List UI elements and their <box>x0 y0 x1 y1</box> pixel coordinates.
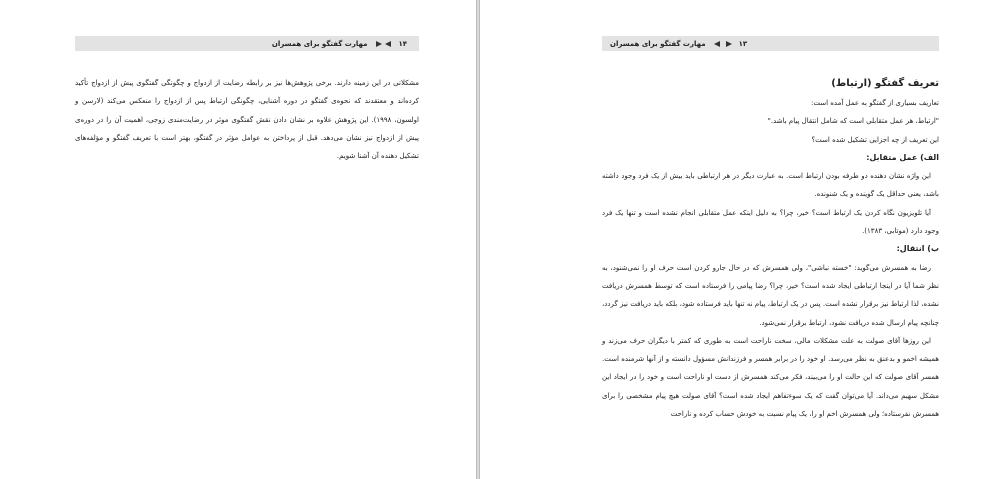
right-running-header <box>602 36 939 51</box>
intro-line: "ارتباط، هر عمل متقابلی است که شامل انتقال پیام باشد." <box>767 117 939 126</box>
left-running-header <box>75 36 419 51</box>
left-paragraph: مشکلاتی در این زمینه دارند. برخی پژوهش‌ها نیز بر رابطه رضایت از ازدواج و چگونگی گفتگوی پیش از ازدواج تأکید کرده‌اند و معتقدند که نحوه‌ی گفتگو در دوره آشنایی، چگونگی ارتباط پس از ازدواج را منعکس می‌کند (لارسن و اولسون، ۱۹۹۸). این پژوهش علاوه بر نشان دادن نقش گفتگوی موثر در رضایت‌مندی زوجی، اهمیت آن را در دوره‌ی پیش از ازدواج نیز نشان می‌دهد. قبل از پرداختن به عوامل مؤثر در گفتگو، بهتر است با تعریف گفتگو و مؤلفه‌های تشکیل دهنده آن آشنا شویم. <box>75 79 419 161</box>
header-arrow-icon <box>714 41 720 47</box>
right-page-number: ۱۳ <box>738 39 748 48</box>
left-header-title: مهارت گفتگو برای همسران <box>271 39 368 48</box>
subheading-b: ب) انتقال: <box>896 244 939 254</box>
intro-line: این تعریف از چه اجزایی تشکیل شده است؟ <box>811 135 939 144</box>
header-arrow-icon <box>726 41 732 47</box>
paragraph-b1: رضا به همسرش می‌گوید: "خسته نباشی"، ولی همسرش که در حال جارو کردن است حرف او را نمی‌شنود، به نظر شما آیا در اینجا ارتباطی ایجاد شده است؟ خیر، چرا؟ رضا پیامی را فرستاده است که توسط همسرش دریافت نشده، لذا ارتباط نیز برقرار نشده است. پس در یک ارتباط، پیام نه تنها باید فرستاده شود، بلکه باید دریافت نیز گردد، چنانچه پیام ارسال شده دریافت نشود، ارتباط برقرار نمی‌شود. <box>602 263 939 327</box>
intro-line: تعاریف بسیاری از گفتگو به عمل آمده است: <box>810 99 939 107</box>
left-page <box>0 0 476 479</box>
right-page <box>480 0 987 479</box>
header-arrow-icon <box>385 41 391 47</box>
paragraph-a1: این واژه نشان دهنده دو طرفه بودن ارتباط است. به عبارت دیگر در هر ارتباطی باید بیش از یک فرد وجود داشته باشد، یعنی حداقل یک گوینده و یک شنونده. <box>602 172 939 199</box>
right-header-title: مهارت گفتگو برای همسران <box>610 39 706 48</box>
right-body-text <box>602 74 939 423</box>
paragraph-b2: این روزها آقای صولت به علت مشکلات مالی، سخت ناراحت است به طوری که کمتر با دیگران حرف می‌زند و همیشه اخمو و بدعنق به نظر می‌رسد. او خود را در برابر همسر و فرزندانش مسؤول دانسته و از آنها شرمنده است. همسر آقای صولت که این حالت او را می‌بیند، فکر می‌کند همسرش از دست او ناراحت است و خود را در ایجاد این مشکل سهیم می‌داند. آیا می‌توان گفت که یک سوءتفاهم ایجاد شده است؟ آقای صولت هیچ پیام مشخصی را برای همسرش نفرستاده؛ ولی همسرش اخم او را، یک پیام نسبت به خودش حساب کرده و ناراحت <box>602 336 939 419</box>
header-arrow-icon <box>376 41 382 47</box>
subheading-a: الف) عمل متقابل: <box>866 152 939 162</box>
section-title: تعریف گفتگو (ارتباط) <box>831 78 939 89</box>
left-page-number: ۱۴ <box>398 39 407 48</box>
paragraph-a2: آیا تلویزیون نگاه کردن یک ارتباط است؟ خیر، چرا؟ به دلیل اینکه عمل متقابلی انجام نشده است و تنها یک فرد وجود دارد (موتابی، ۱۳۸۳). <box>602 208 939 236</box>
left-body-text <box>75 74 419 165</box>
